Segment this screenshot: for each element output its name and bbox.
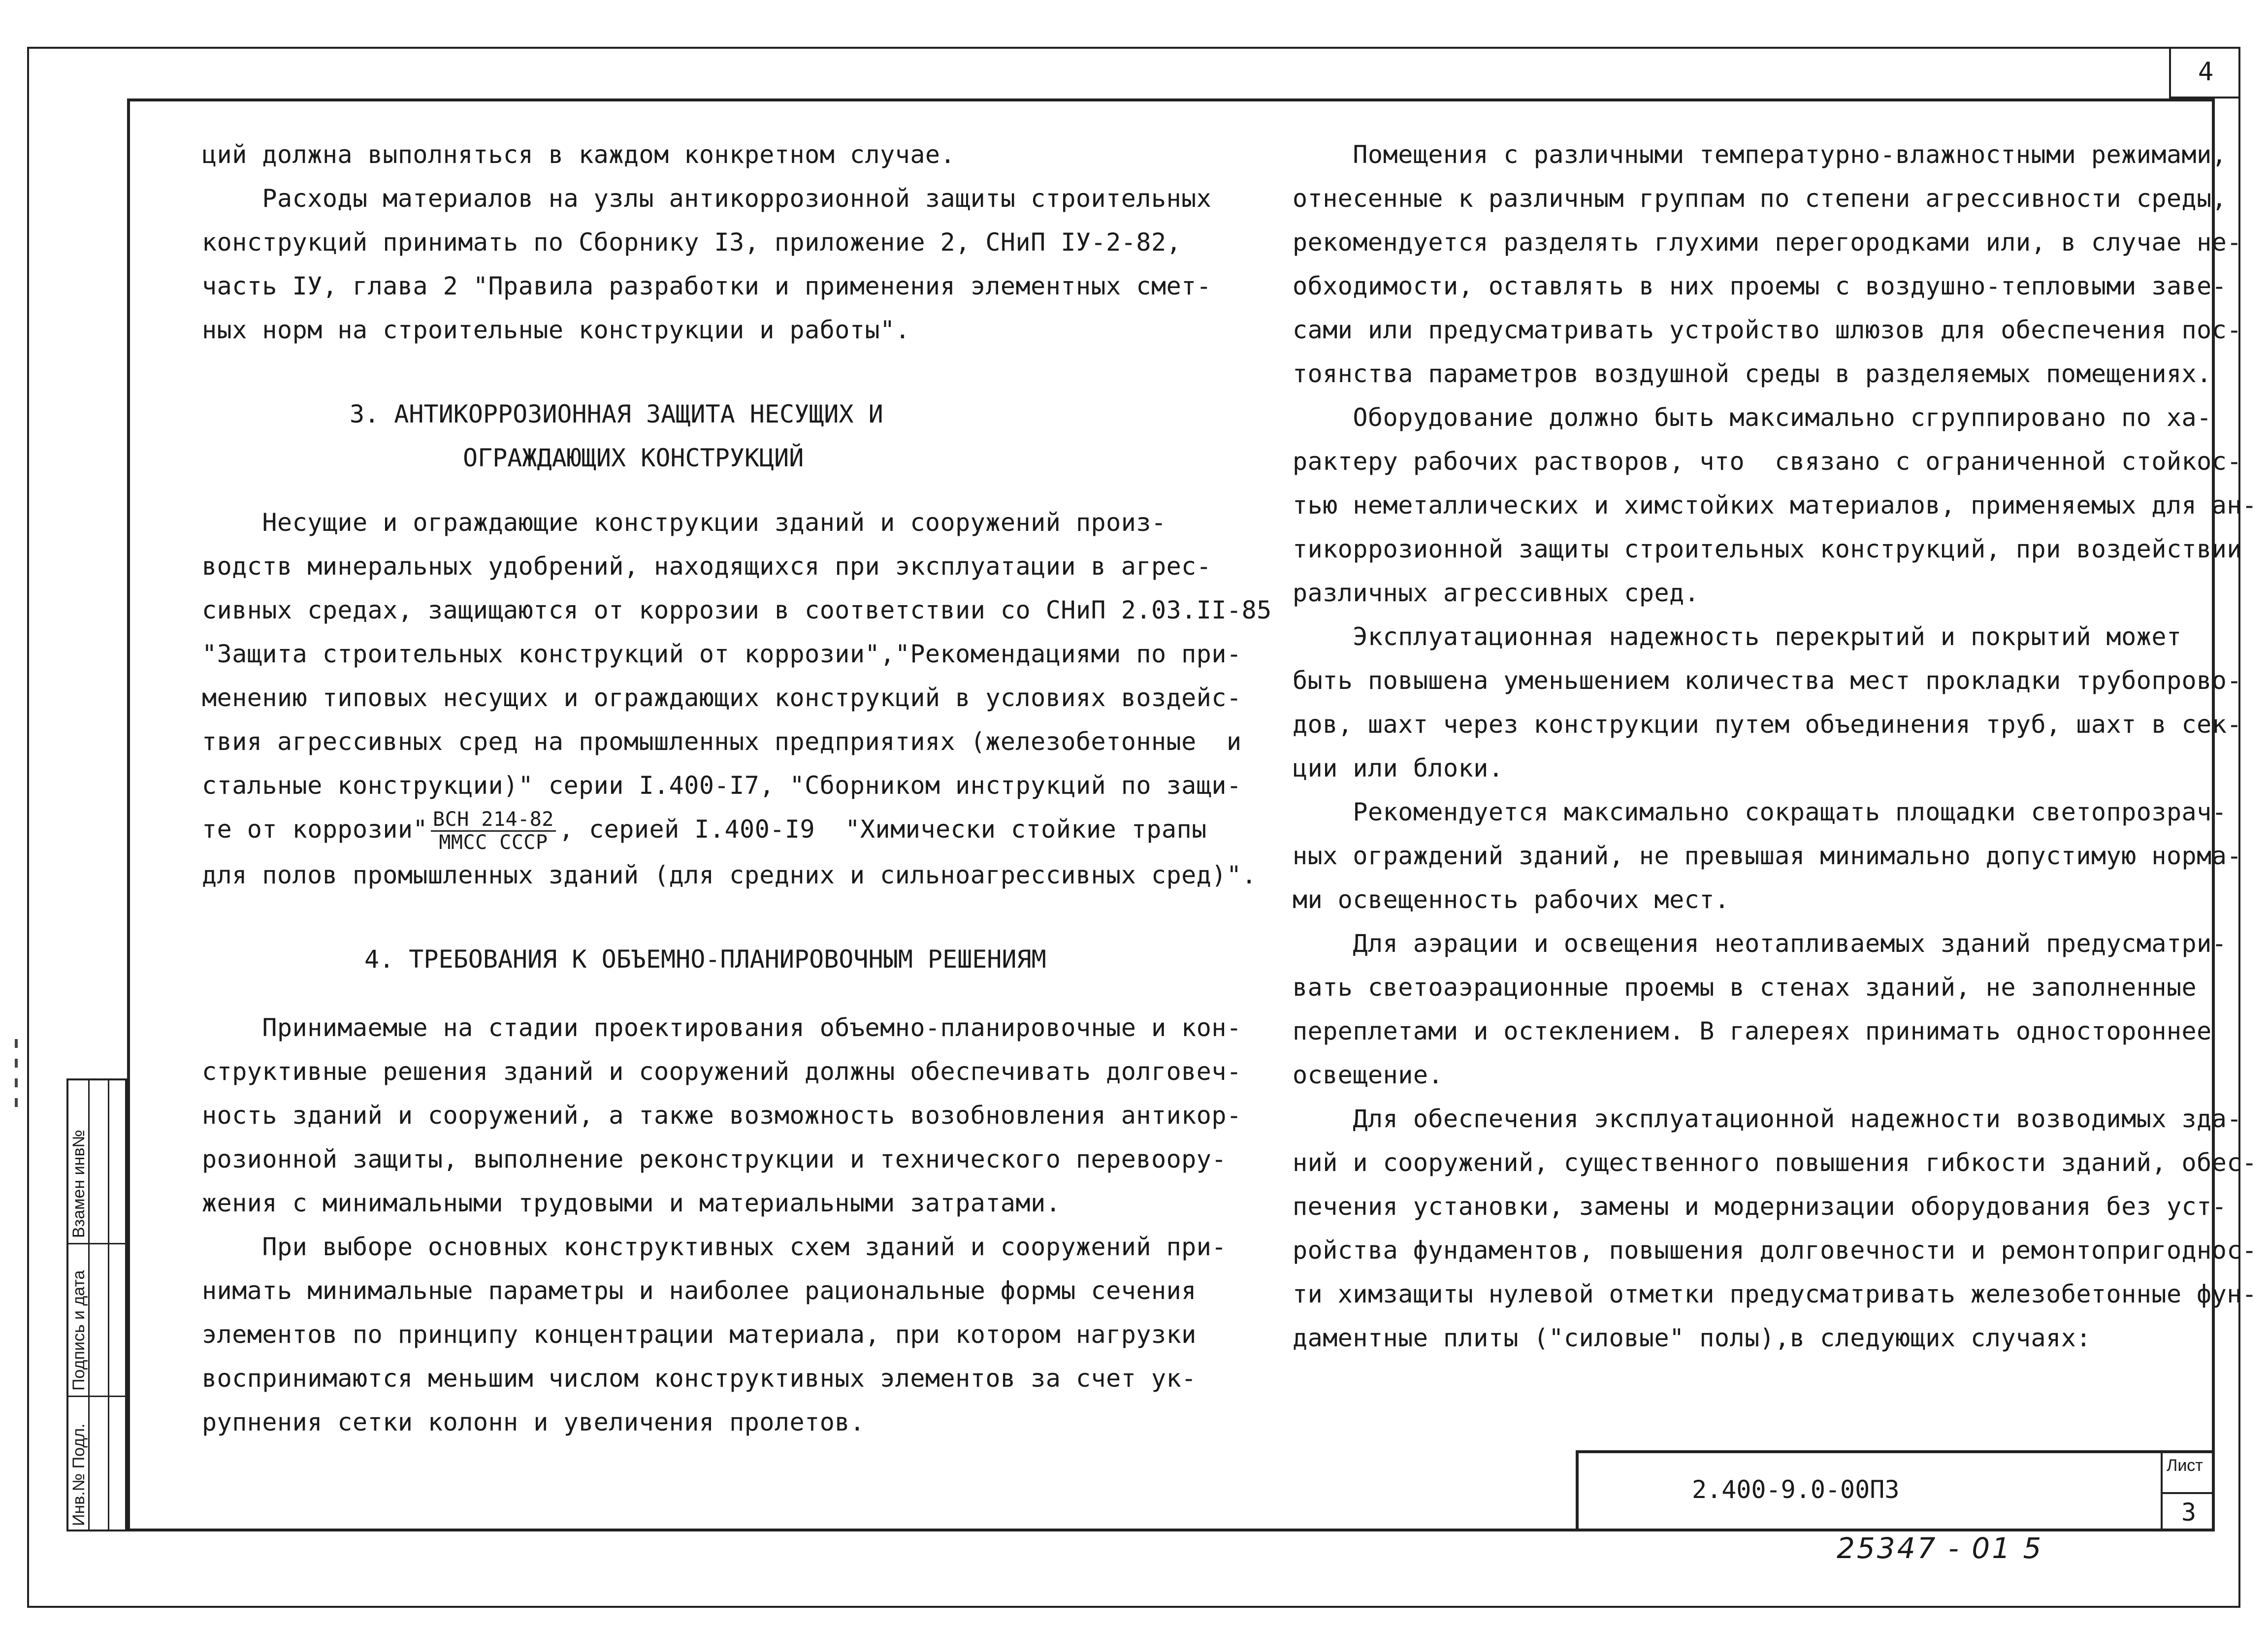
text-line: Расходы материалов на узлы антикоррозионной защиты строительных [202, 184, 1212, 213]
text-segment: , серией I.400-I9 "Химически стойкие трапы [558, 815, 1207, 844]
margin-mark [15, 1078, 18, 1087]
stamp-column [88, 1080, 109, 1530]
section-3-heading-line1: 3. АНТИКОРРОЗИОННАЯ ЗАЩИТА НЕСУЩИХ И [350, 400, 883, 428]
text-line: Оборудование должно быть максимально сгруппировано по ха- [1293, 403, 2212, 432]
text-line: различных агрессивных сред. [1293, 579, 1700, 607]
text-line: нимать минимальные параметры и наиболее рациональные формы сечения [202, 1276, 1197, 1305]
text-line: Для обеспечения эксплуатационной надежности возводимых зда- [1293, 1105, 2242, 1133]
text-line: элементов по принципу концентрации материала, при котором нагрузки [202, 1320, 1197, 1349]
handwritten-note: 25347 - 01 5 [1837, 1531, 2043, 1565]
text-line: твия агрессивных сред на промышленных предприятиях (железобетонные и [202, 727, 1242, 756]
text-line: Эксплуатационная надежность перекрытий и покрытий может [1293, 622, 2182, 651]
left-column [202, 133, 1272, 1444]
fraction-denominator: ММСС СССР [439, 831, 548, 854]
text-line: Помещения с различными температурно-влажностными режимами, [1293, 140, 2227, 169]
text-line: освещение. [1293, 1061, 1444, 1089]
text-line: При выборе основных конструктивных схем зданий и сооружений при- [202, 1233, 1227, 1261]
margin-mark [15, 1098, 18, 1107]
text-line: ных ограждений зданий, не превышая минимально допустимую норма- [1293, 842, 2242, 870]
section-3-heading-line2: ОГРАЖДАЮЩИХ КОНСТРУКЦИЙ [463, 444, 804, 472]
text-line: Для аэрации и освещения неотапливаемых зданий предусматри- [1293, 929, 2227, 958]
fraction-numerator: ВСН 214-82 [431, 809, 556, 832]
stamp-label-signature-date: Подпись и дата [69, 1270, 88, 1391]
sheet-box [2161, 1453, 2215, 1531]
text-line: Рекомендуется максимально сокращать площадки светопрозрач- [1293, 798, 2227, 826]
text-line: Принимаемые на стадии проектирования объемно-планировочные и кон- [202, 1013, 1242, 1042]
text-line: вать светоаэрационные проемы в стенах зданий, не заполненные [1293, 973, 2197, 1002]
text-line: ми освещенность рабочих мест. [1293, 885, 1730, 914]
text-line: рупнения сетки колонн и увеличения пролетов. [202, 1408, 865, 1436]
text-line: тикоррозионной защиты строительных конструкций, при воздействии [1293, 535, 2242, 563]
text-line: сами или предусматривать устройство шлюзов для обеспечения пос- [1293, 316, 2242, 344]
text-line: ных норм на строительные конструкции и работы". [202, 316, 910, 344]
text-line: стальные конструкции)" серии I.400-I7, "Сборником инструкций по защи- [202, 771, 1242, 800]
text-line: дов, шахт через конструкции путем объединения труб, шахт в сек- [1293, 710, 2242, 739]
text-line: для полов промышленных зданий (для средних и сильноагрессивных сред)". [202, 861, 1257, 889]
standard-fraction [431, 809, 556, 853]
section-4-heading: 4. ТРЕБОВАНИЯ К ОБЪЕМНО-ПЛАНИРОВОЧНЫМ РЕШЕНИЯМ [364, 945, 1046, 974]
text-line: тью неметаллических и химстойких материалов, применяемых для ан- [1293, 491, 2257, 520]
stamp-label-replacement-inv: Взамен инв№ [69, 1130, 88, 1238]
text-line: переплетами и остеклением. В галереях принимать одностороннее [1293, 1017, 2212, 1045]
text-line: сивных средах, защищаются от коррозии в соответствии со СНиП 2.03.II-85 [202, 596, 1272, 624]
sheet-label: Лист [2167, 1456, 2203, 1475]
text-line: ность зданий и сооружений, а также возможность возобновления антикор- [202, 1101, 1242, 1130]
stamp-label-inv-podl: Инв.№ Подл. [69, 1423, 88, 1526]
text-line: ции или блоки. [1293, 754, 1504, 782]
text-line: рекомендуется разделять глухими перегородками или, в случае не- [1293, 228, 2242, 257]
right-column [1293, 133, 2257, 1360]
text-line: "Защита строительных конструкций от коррозии","Рекомендациями по при- [202, 640, 1242, 668]
text-line: Несущие и ограждающие конструкции зданий и сооружений произ- [202, 508, 1166, 537]
sheet-number: 3 [2163, 1492, 2215, 1527]
text-line: ний и сооружений, существенного повышения гибкости зданий, обес- [1293, 1148, 2257, 1177]
text-line: печения установки, замены и модернизации оборудования без уст- [1293, 1192, 2227, 1221]
text-line: отнесенные к различным группам по степени агрессивности среды, [1293, 184, 2227, 213]
stamp-strip [66, 1078, 127, 1531]
text-line: тоянства параметров воздушной среды в разделяемых помещениях. [1293, 359, 2212, 388]
text-line: ройства фундаментов, повышения долговечности и ремонтопригоднос- [1293, 1236, 2257, 1265]
text-line: воспринимаются меньшим числом конструктивных элементов за счет ук- [202, 1364, 1197, 1393]
text-line: ти химзащиты нулевой отметки предусматривать железобетонные фун- [1293, 1280, 2257, 1308]
text-line: часть IУ, глава 2 "Правила разработки и применения элементных смет- [202, 272, 1212, 300]
text-line: ций должна выполняться в каждом конкретном случае. [202, 140, 956, 169]
text-line: конструкций принимать по Сборнику I3, приложение 2, СНиП IУ-2-82, [202, 228, 1182, 257]
text-line: структивные решения зданий и сооружений должны обеспечивать долговеч- [202, 1057, 1242, 1086]
page-number-corner: 4 [2169, 47, 2240, 98]
stamp-divider [68, 1396, 125, 1397]
text-line: жения с минимальными трудовыми и материальными затратами. [202, 1189, 1061, 1217]
title-block [1576, 1450, 2215, 1531]
text-line: рактеру рабочих растворов, что связано с ограниченной стойкос- [1293, 447, 2242, 476]
stamp-divider [68, 1243, 125, 1244]
text-line: быть повышена уменьшением количества мест прокладки трубопрово- [1293, 666, 2242, 695]
margin-mark [15, 1059, 18, 1068]
text-line: розионной защиты, выполнение реконструкции и технического перевоору- [202, 1145, 1227, 1173]
document-code: 2.400-9.0-00ПЗ [1692, 1475, 1900, 1504]
margin-mark [15, 1039, 18, 1048]
text-line-with-fraction [202, 808, 1246, 853]
text-line: менению типовых несущих и ограждающих конструкций в условиях воздейс- [202, 684, 1242, 712]
text-line: водств минеральных удобрений, находящихся при эксплуатации в агрес- [202, 552, 1212, 581]
text-line: обходимости, оставлять в них проемы с воздушно-тепловыми заве- [1293, 272, 2227, 300]
text-line: даментные плиты ("силовые" полы),в следующих случаях: [1293, 1324, 2091, 1352]
text-segment: те от коррозии" [202, 815, 428, 844]
